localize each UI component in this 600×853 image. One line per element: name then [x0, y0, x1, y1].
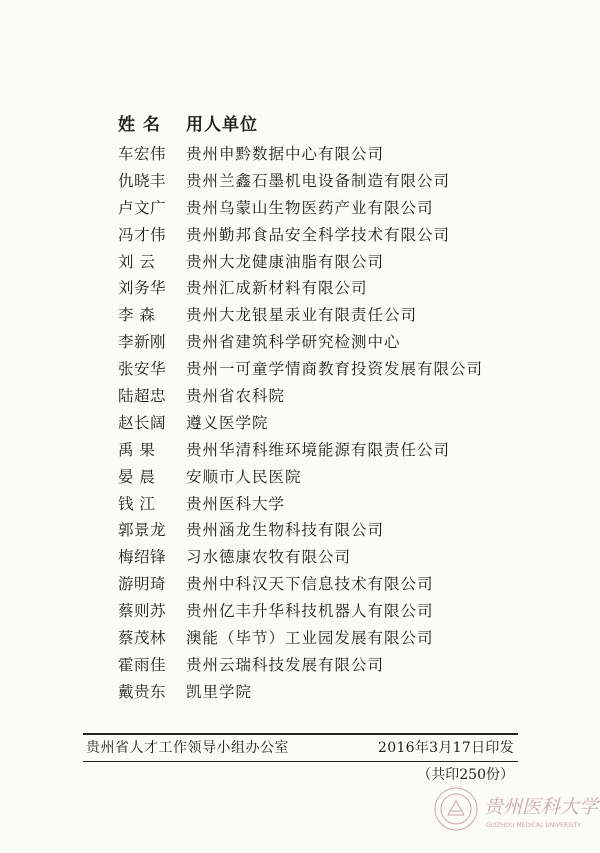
- person-name: 晏 晨: [118, 467, 156, 486]
- employer-unit: 贵州亿丰升华科技机器人有限公司: [186, 602, 434, 621]
- person-name: 陆超忠: [118, 387, 167, 406]
- roster-row: [118, 141, 483, 168]
- roster-row: [118, 652, 483, 679]
- employer-unit: 遵义医学院: [186, 413, 269, 432]
- roster-row: [118, 249, 483, 276]
- employer-unit: 安顺市人民医院: [186, 467, 302, 486]
- person-name: 赵长阔: [118, 413, 167, 432]
- employer-unit: 习水德康农牧有限公司: [186, 548, 352, 567]
- footer-top-rule: [83, 733, 518, 735]
- roster-row: [118, 679, 483, 706]
- seal-text: 贵州医科大学: [484, 796, 599, 818]
- roster-row: [118, 598, 483, 625]
- employer-unit: 凯里学院: [186, 682, 253, 701]
- employer-unit: 贵州兰鑫石墨机电设备制造有限公司: [186, 171, 451, 190]
- employer-unit: 贵州乌蒙山生物医药产业有限公司: [186, 198, 434, 217]
- header-unit: 用人单位: [186, 115, 258, 135]
- seal-subtext: GUIZHOU MEDICAL UNIVERSITY: [486, 822, 581, 829]
- person-name: 钱 江: [118, 494, 156, 513]
- employer-unit: 贵州勤邦食品安全科学技术有限公司: [186, 225, 451, 244]
- roster-row: [118, 517, 483, 544]
- employer-unit: 贵州涵龙生物科技有限公司: [186, 521, 385, 540]
- roster-row: [118, 410, 483, 437]
- table-header: [118, 110, 258, 135]
- header-name: 姓 名: [118, 115, 161, 135]
- person-name: 卢文广: [118, 198, 167, 217]
- roster-row: [118, 383, 483, 410]
- roster-row: [118, 195, 483, 222]
- person-name: 郭景龙: [118, 521, 167, 540]
- employer-unit: 贵州一可童学情商教育投资发展有限公司: [186, 360, 484, 379]
- employer-unit: 贵州云瑞科技发展有限公司: [186, 655, 385, 674]
- employer-unit: 贵州大龙银星汞业有限责任公司: [186, 306, 418, 325]
- roster-row: [118, 464, 483, 491]
- person-name: 霍雨佳: [118, 655, 167, 674]
- employer-unit: 贵州省建筑科学研究检测中心: [186, 333, 401, 352]
- issue-date: 2016年3月17日印发: [378, 740, 514, 756]
- person-name: 戴贵东: [118, 682, 167, 701]
- roster-row: [118, 302, 483, 329]
- roster-row: [118, 356, 483, 383]
- employer-unit: 贵州医科大学: [186, 494, 286, 513]
- footer-bottom-rule: [83, 761, 518, 762]
- person-name: 张安华: [118, 360, 167, 379]
- person-name: 刘 云: [118, 252, 156, 271]
- person-name: 冯才伟: [118, 225, 167, 244]
- person-name: 李新刚: [118, 333, 167, 352]
- employer-unit: 贵州大龙健康油脂有限公司: [186, 252, 385, 271]
- university-watermark-seal: [432, 783, 599, 835]
- roster-row: [118, 625, 483, 652]
- employer-unit: 贵州申黔数据中心有限公司: [186, 145, 385, 163]
- roster-row: [118, 275, 483, 302]
- copies-count: （共印250份）: [417, 767, 514, 783]
- person-name: 仇晓丰: [118, 171, 167, 190]
- roster-row: [118, 491, 483, 518]
- roster-row: [118, 571, 483, 598]
- person-name: 刘务华: [118, 279, 167, 298]
- person-name: 蔡则苏: [118, 602, 167, 621]
- person-name: 禹 果: [118, 440, 156, 459]
- roster-row: [118, 168, 483, 195]
- roster-row: [118, 544, 483, 571]
- issuer: 贵州省人才工作领导小组办公室: [86, 740, 289, 756]
- employer-unit: 贵州省农科院: [186, 387, 286, 406]
- person-name: 车宏伟: [118, 145, 167, 163]
- person-name: 梅绍锋: [118, 548, 167, 567]
- employer-unit: 贵州中科汉天下信息技术有限公司: [186, 575, 434, 594]
- employer-unit: 贵州华清科维环境能源有限责任公司: [186, 440, 451, 459]
- roster-row: [118, 222, 483, 249]
- person-name: 蔡茂林: [118, 629, 167, 648]
- person-name: 李 森: [118, 306, 156, 325]
- roster-list: [118, 141, 483, 706]
- employer-unit: 澳能（毕节）工业园发展有限公司: [186, 629, 434, 648]
- roster-row: [118, 329, 483, 356]
- roster-row: [118, 437, 483, 464]
- employer-unit: 贵州汇成新材料有限公司: [186, 279, 368, 298]
- person-name: 游明琦: [118, 575, 167, 594]
